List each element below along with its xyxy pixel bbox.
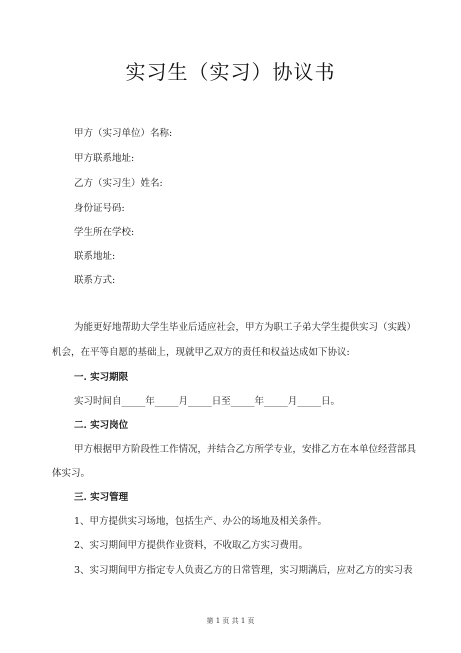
term-text: 实习时间自_____年_____月_____日至_____年_____月_____日。 xyxy=(74,396,341,407)
intro-paragraph-line-1: 为能更好地帮助大学生毕业后适应社会，甲方为职工子弟大学生提供实习（实践） xyxy=(74,322,417,333)
management-item-1: 1、甲方提供实习场地，包括生产、办公的场地及相关条件。 xyxy=(74,516,328,527)
contact-method-field: 联系方式: xyxy=(74,275,116,286)
position-paragraph-line-2: 体实习。 xyxy=(52,468,91,479)
page-number-footer: 第 1 页 共 1 页 xyxy=(206,617,255,625)
contact-address-field: 联系地址: xyxy=(74,251,116,262)
management-item-3: 3、实习期间甲方指定专人负责乙方的日常管理，实习期满后，应对乙方的实习表 xyxy=(74,565,413,576)
party-b-name-field: 乙方（实习生）姓名: xyxy=(74,178,163,189)
position-paragraph-line-1: 甲方根据甲方阶段性工作情况，并结合乙方所学专业，安排乙方在本单位经营部具 xyxy=(74,444,417,455)
party-a-unit-field: 甲方（实习单位）名称: xyxy=(74,128,173,139)
intro-paragraph-line-2: 机会，在平等自愿的基础上，现就甲乙双方的责任和权益达成如下协议: xyxy=(52,347,350,358)
school-field: 学生所在学校: xyxy=(74,227,135,238)
party-a-address-field: 甲方联系地址: xyxy=(74,153,135,164)
section-heading-position: 二. 实习岗位 xyxy=(74,420,129,431)
management-item-2: 2、实习期间甲方提供作业资料，不收取乙方实习费用。 xyxy=(74,540,309,551)
document-title: 实习生（实习）协议书 xyxy=(125,60,336,84)
id-number-field: 身份证号码: xyxy=(74,203,125,214)
section-heading-term: 一. 实习期限 xyxy=(74,372,129,383)
section-heading-management: 三. 实习管理 xyxy=(74,492,129,503)
